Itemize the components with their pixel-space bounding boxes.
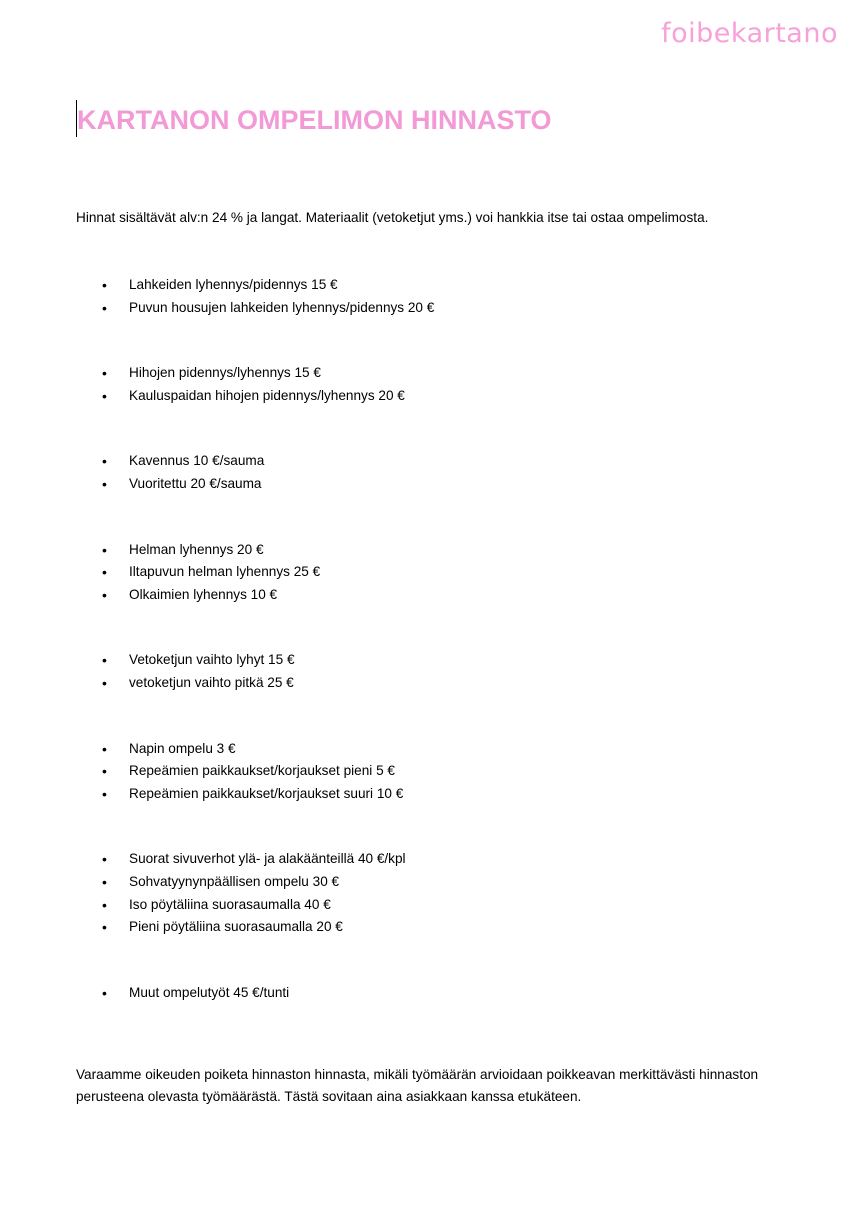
bullet-icon: •: [102, 586, 107, 603]
bullet-icon: •: [102, 984, 107, 1001]
price-item-text: Puvun housujen lahkeiden lyhennys/pidennys 20 €: [129, 299, 435, 315]
price-item: [0, 738, 866, 761]
price-item-text: Muut ompelutyöt 45 €/tunti: [129, 984, 290, 1000]
price-item-text: Helman lyhennys 20 €: [129, 541, 264, 557]
price-group: [0, 848, 866, 938]
price-item: [0, 672, 866, 695]
price-item-text: Repeämien paikkaukset/korjaukset pieni 5 €: [129, 763, 395, 779]
price-item: [0, 894, 866, 917]
price-item: [0, 916, 866, 939]
price-item: [0, 561, 866, 584]
price-item-text: Hihojen pidennys/lyhennys 15 €: [129, 365, 321, 381]
price-item-text: vetoketjun vaihto pitkä 25 €: [129, 674, 294, 690]
bullet-icon: •: [102, 453, 107, 470]
price-item-text: Iltapuvun helman lyhennys 25 €: [129, 564, 321, 580]
price-item: [0, 274, 866, 297]
price-group: [0, 450, 866, 495]
bullet-icon: •: [102, 674, 107, 691]
price-item-text: Kavennus 10 €/sauma: [129, 453, 265, 469]
bullet-icon: •: [102, 740, 107, 757]
price-item-text: Vetoketjun vaihto lyhyt 15 €: [129, 652, 295, 668]
bullet-icon: •: [102, 785, 107, 802]
bullet-icon: •: [102, 541, 107, 558]
bullet-icon: •: [102, 763, 107, 780]
price-group: [0, 539, 866, 607]
bullet-icon: •: [102, 475, 107, 492]
price-item-text: Sohvatyynynpäällisen ompelu 30 €: [129, 873, 340, 889]
price-group: [0, 649, 866, 694]
price-item-text: Suorat sivuverhot ylä- ja alakäänteillä 40 €/kpl: [129, 851, 406, 867]
price-list: [0, 274, 866, 1047]
price-item-text: Repeämien paikkaukset/korjaukset suuri 10 €: [129, 785, 404, 801]
bullet-icon: •: [102, 919, 107, 936]
price-item: [0, 649, 866, 672]
price-item: [0, 982, 866, 1005]
bullet-icon: •: [102, 365, 107, 382]
intro-paragraph: Hinnat sisältävät alv:n 24 % ja langat. Materiaalit (vetoketjut yms.) voi hankkia itse tai ostaa ompelimosta.: [76, 210, 709, 225]
price-item: [0, 385, 866, 408]
bullet-icon: •: [102, 873, 107, 890]
bullet-icon: •: [102, 299, 107, 316]
price-item: [0, 584, 866, 607]
price-item: [0, 362, 866, 385]
price-item-text: Olkaimien lyhennys 10 €: [129, 586, 278, 602]
price-item-text: Kauluspaidan hihojen pidennys/lyhennys 20 €: [129, 387, 405, 403]
bullet-icon: •: [102, 277, 107, 293]
price-item-text: Lahkeiden lyhennys/pidennys 15 €: [129, 277, 338, 292]
price-item: [0, 848, 866, 871]
bullet-icon: •: [102, 387, 107, 404]
price-item: [0, 297, 866, 320]
price-item-text: Iso pöytäliina suorasaumalla 40 €: [129, 896, 331, 912]
price-group: [0, 274, 866, 319]
price-group: [0, 362, 866, 407]
page-title: KARTANON OMPELIMON HINNASTO: [77, 105, 552, 135]
price-item-text: Pieni pöytäliina suorasaumalla 20 €: [129, 919, 343, 935]
disclaimer-paragraph: Varaamme oikeuden poiketa hinnaston hinnasta, mikäli työmäärän arvioidaan poikkeavan merkittävästi hinnaston perusteena olevasta työmäärästä. Tästä sovitaan aina asiakkaan kanssa etukäteen.: [76, 1067, 759, 1104]
price-item: [0, 783, 866, 806]
bullet-icon: •: [102, 652, 107, 669]
bullet-icon: •: [102, 851, 107, 868]
bullet-icon: •: [102, 896, 107, 913]
bullet-icon: •: [102, 564, 107, 581]
price-item-text: Vuoritettu 20 €/sauma: [129, 475, 262, 491]
price-item: [0, 871, 866, 894]
price-item: [0, 473, 866, 496]
price-item-text: Napin ompelu 3 €: [129, 740, 236, 756]
price-item: [0, 760, 866, 783]
price-group: [0, 982, 866, 1005]
price-group: [0, 738, 866, 806]
price-item: [0, 450, 866, 473]
price-item: [0, 539, 866, 562]
brand-logo: foibekartano: [661, 18, 838, 49]
